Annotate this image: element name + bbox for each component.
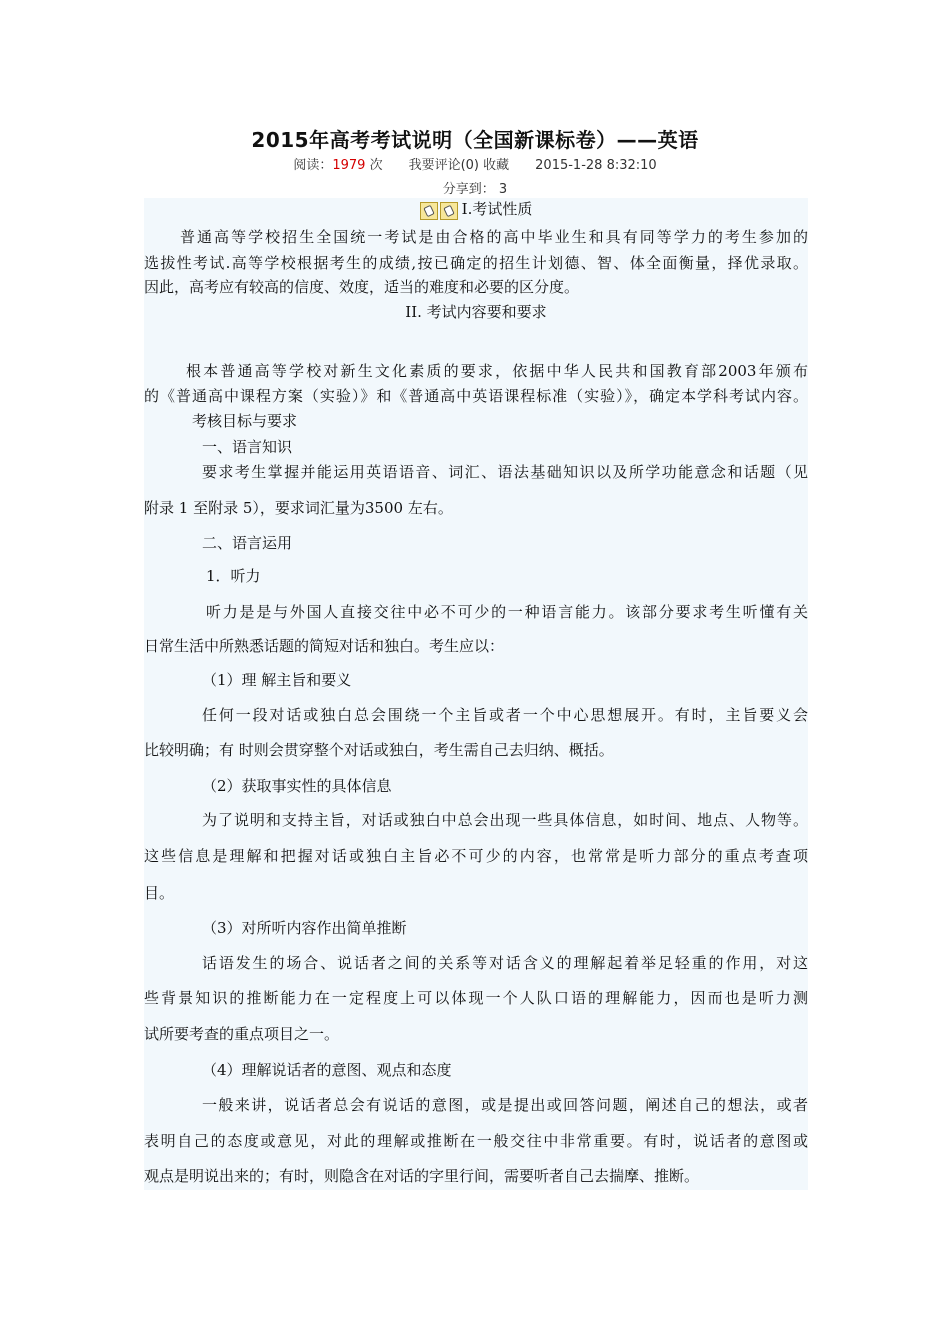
listening-title: 1．听力	[206, 567, 261, 585]
paragraph-line: 试所要考查的重点项目之一。	[144, 1025, 340, 1043]
article-body	[144, 198, 808, 1190]
sub-3-title: （3）对所听内容作出简单推断	[202, 919, 407, 937]
paragraph-line: 为了说明和支持主旨，对话或独白中总会出现一些具体信息，如时间、地点、人物等。	[202, 811, 808, 829]
comment-link[interactable]: 我要评论(0)	[408, 158, 479, 173]
article-meta	[0, 154, 950, 173]
paragraph-line: 些背景知识的推断能力在一定程度上可以体现一个人队口语的理解能力，因而也是听力测	[144, 989, 808, 1007]
section-1-title: I.考试性质	[461, 200, 533, 218]
paragraph-line: 选拔性考试.高等学校根据考生的成绩,按已确定的招生计划德、智、体全面衡量，择优录取。	[144, 254, 808, 272]
goal-title: 考核目标与要求	[192, 412, 298, 430]
section-1-heading	[144, 198, 808, 220]
publish-datetime: 2015-1-28 8:32:10	[535, 158, 657, 173]
article-title: 2015年高考考试说明（全国新课标卷）——英语	[251, 128, 699, 152]
paragraph-line: 普通高等学校招生全国统一考试是由合格的高中毕业生和具有同等学力的考生参加的	[180, 228, 808, 246]
sub-1-title: （1）理 解主旨和要义	[202, 671, 352, 689]
paragraph-line: 比较明确；有 时则会贯穿整个对话或独白，考生需自己去归纳、概括。	[144, 741, 614, 759]
knowledge-title: 一、语言知识	[202, 438, 293, 456]
paragraph-line: 附录 1 至附录 5），要求词汇量为3500 左右。	[144, 499, 453, 517]
pencil-icon[interactable]	[420, 202, 438, 220]
favorite-link[interactable]: 收藏	[483, 158, 510, 173]
share-bar[interactable]: 分享到： 3	[442, 182, 508, 197]
sub-2-title: （2）获取事实性的具体信息	[202, 777, 392, 795]
paragraph-line: 听力是是与外国人直接交往中必不可少的一种语言能力。该部分要求考生听懂有关	[206, 603, 808, 621]
paragraph-line: 表明自己的态度或意见，对此的理解或推断在一般交往中非常重要。有时，说话者的意图或	[144, 1132, 808, 1150]
icon-group	[420, 201, 460, 220]
read-label: 阅读：	[293, 158, 333, 173]
pencil-icon[interactable]	[440, 202, 458, 220]
paragraph-line: 根本普通高等学校对新生文化素质的要求，依据中华人民共和国教育部2003年颁布	[186, 362, 808, 380]
read-count: 1979	[332, 158, 366, 173]
paragraph-line: 一般来讲，说话者总会有说话的意图，或是提出或回答问题，阐述自己的想法，或者	[202, 1096, 808, 1114]
paragraph-line: 要求考生掌握并能运用英语语音、词汇、语法基础知识以及所学功能意念和话题（见	[202, 463, 808, 481]
paragraph-line: 日常生活中所熟悉话题的简短对话和独白。考生应以：	[144, 637, 505, 655]
paragraph-line: 这些信息是理解和把握对话或独白主旨必不可少的内容，也常常是听力部分的重点考查项	[144, 847, 808, 865]
paragraph-line: 的《普通高中课程方案（实验）》和《普通高中英语课程标准（实验）》，确定本学科考试内容。	[144, 387, 808, 405]
paragraph-line: 观点是明说出来的；有时，则隐含在对话的字里行间，需要听者自己去揣摩、推断。	[144, 1167, 700, 1185]
paragraph-line: 目。	[144, 884, 175, 902]
paragraph-line: 因此，高考应有较高的信度、效度，适当的难度和必要的区分度。	[144, 278, 580, 296]
paragraph-line: 话语发生的场合、说话者之间的关系等对话含义的理解起着举足轻重的作用，对这	[202, 954, 808, 972]
section-2-title: II. 考试内容要和要求	[405, 303, 547, 321]
usage-title: 二、语言运用	[202, 534, 293, 552]
sub-4-title: （4）理解说话者的意图、观点和态度	[202, 1061, 452, 1079]
paragraph-line: 任何一段对话或独白总会围绕一个主旨或者一个中心思想展开。有时，主旨要义会	[202, 706, 808, 724]
read-unit: 次	[369, 158, 383, 173]
